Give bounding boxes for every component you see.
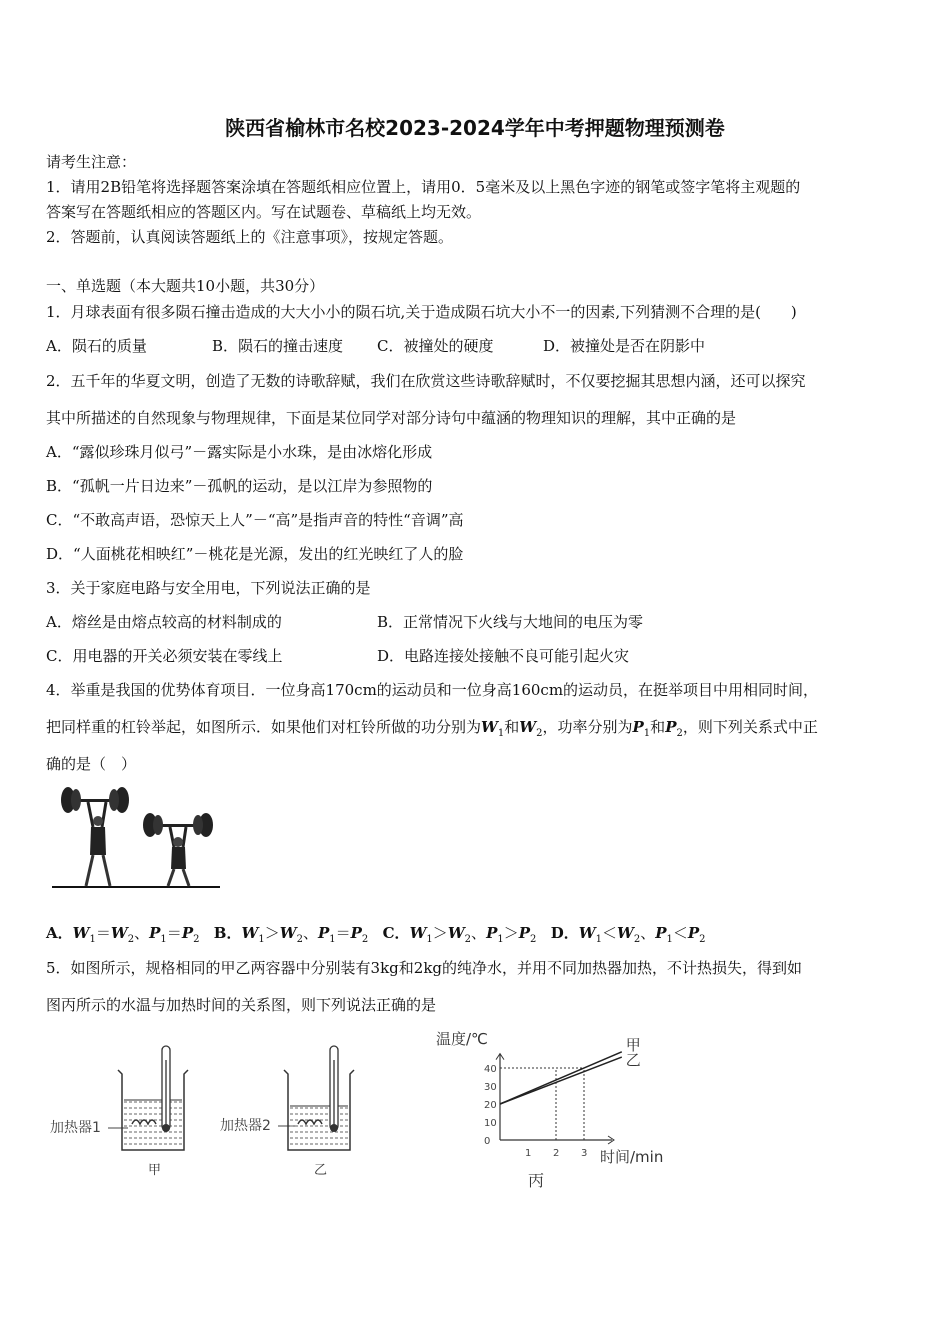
chart-y-label: 温度/℃	[436, 1030, 488, 1048]
chart-x-label: 时间/min	[600, 1148, 664, 1166]
q3-option-d: D．电路连接处接触不良可能引起火灾	[377, 647, 630, 665]
series-label: 乙	[625, 1051, 641, 1070]
heater-2-label: 加热器2	[220, 1118, 271, 1134]
temperature-time-chart	[428, 1024, 678, 1194]
weightlifters-figure	[48, 785, 224, 889]
notice-heading: 请考生注意：	[46, 153, 137, 171]
q2-option-d: D．“人面桃花相映红”－桃花是光源，发出的红光映红了人的脸	[46, 545, 464, 563]
q5-stem: 5．如图所示，规格相同的甲乙两容器中分别装有3kg和2kg的纯净水，并用不同加热器加热，不计热损失，得到如	[46, 959, 803, 977]
y-tick-label: 20	[484, 1100, 497, 1111]
q1-option-a: A．陨石的质量	[46, 337, 147, 355]
q2-stem: 2．五千年的华夏文明，创造了无数的诗歌辞赋，我们在欣赏这些诗歌辞赋时，不仅要挖掘其思想内涵，还可以探究	[46, 372, 806, 390]
q2-option-c: C．“不敢高声语，恐惊天上人”－“高”是指声音的特性“音调”高	[46, 511, 464, 529]
caption-bing: 丙	[528, 1171, 545, 1190]
q3-option-c: C．用电器的开关必须安装在零线上	[46, 647, 283, 665]
q1-option-d: D．被撞处是否在阴影中	[543, 337, 706, 355]
q4-stem: 4．举重是我国的优势体育项目．一位身高170cm的运动员和一位身高160cm的运动员，在挺举项目中用相同时间，	[46, 681, 819, 699]
y-tick-label: 10	[484, 1118, 497, 1129]
q5-stem-cont: 图丙所示的水温与加热时间的关系图，则下列说法正确的是	[46, 996, 437, 1014]
q1-option-c: C．被撞处的硬度	[377, 337, 494, 355]
series-line	[500, 1057, 622, 1104]
caption-yi: 乙	[314, 1163, 328, 1178]
y-tick-label: 0	[484, 1136, 491, 1147]
heater-1-label: 加热器1	[50, 1120, 101, 1136]
notice-item-2: 2．答题前，认真阅读答题纸上的《注意事项》，按规定答题。	[46, 228, 454, 246]
q4-options: A．$W_1=W_2$、$P_1=P_2$ B．$W_1>W_2$、$P_1=P_2$ C．$W_1>W_2$、$P_1>P_2$ D．$W_1<W_2$、$P_1<P_2$	[46, 924, 706, 945]
q1-option-b: B．陨石的撞击速度	[212, 337, 344, 355]
x-tick-label: 1	[525, 1148, 532, 1159]
x-tick-label: 2	[553, 1148, 560, 1159]
q4-stem-end: 确的是（ ）	[46, 755, 137, 773]
series-label: 甲	[625, 1035, 641, 1054]
caption-jia: 甲	[148, 1163, 162, 1178]
q3-option-b: B．正常情况下火线与大地间的电压为零	[377, 613, 644, 631]
q2-option-b: B．“孤帆一片日边来”－孤帆的运动，是以江岸为参照物的	[46, 477, 433, 495]
tall-lifter	[61, 787, 129, 886]
notice-item-1-cont: 答案写在答题纸相应的答题区内。写在试题卷、草稿纸上均无效。	[46, 203, 482, 221]
q2-stem-cont: 其中所描述的自然现象与物理规律，下面是某位同学对部分诗句中蕴涵的物理知识的理解，其中正确的是	[46, 409, 737, 427]
short-lifter	[143, 813, 213, 886]
x-tick-label: 3	[581, 1148, 588, 1159]
y-tick-label: 30	[484, 1082, 497, 1093]
q3-option-a: A．熔丝是由熔点较高的材料制成的	[46, 613, 282, 631]
q3-stem: 3．关于家庭电路与安全用电，下列说法正确的是	[46, 579, 371, 597]
page-title: 陕西省榆林市名校2023-2024学年中考押题物理预测卷	[225, 116, 725, 140]
beaker-yi-figure	[218, 1040, 388, 1180]
beaker-jia-figure	[48, 1040, 218, 1180]
q1-stem: 1．月球表面有很多陨石撞击造成的大大小小的陨石坑,关于造成陨石坑大小不一的因素,下列猜测不合理的是( )	[46, 303, 797, 321]
q4-stem-cont: 把同样重的杠铃举起，如图所示．如果他们对杠铃所做的功分别为$W_1$和$W_2$，功率分别为$P_1$和$P_2$，则下列关系式中正	[46, 718, 818, 739]
notice-item-1: 1．请用2B铅笔将选择题答案涂填在答题纸相应位置上，请用0．5毫米及以上黑色字迹的钢笔或签字笔将主观题的	[46, 178, 801, 196]
section-heading: 一、单选题（本大题共10小题，共30分）	[46, 277, 325, 295]
y-tick-label: 40	[484, 1064, 497, 1075]
q2-option-a: A．“露似珍珠月似弓”－露实际是小水珠，是由冰熔化形成	[46, 443, 433, 461]
